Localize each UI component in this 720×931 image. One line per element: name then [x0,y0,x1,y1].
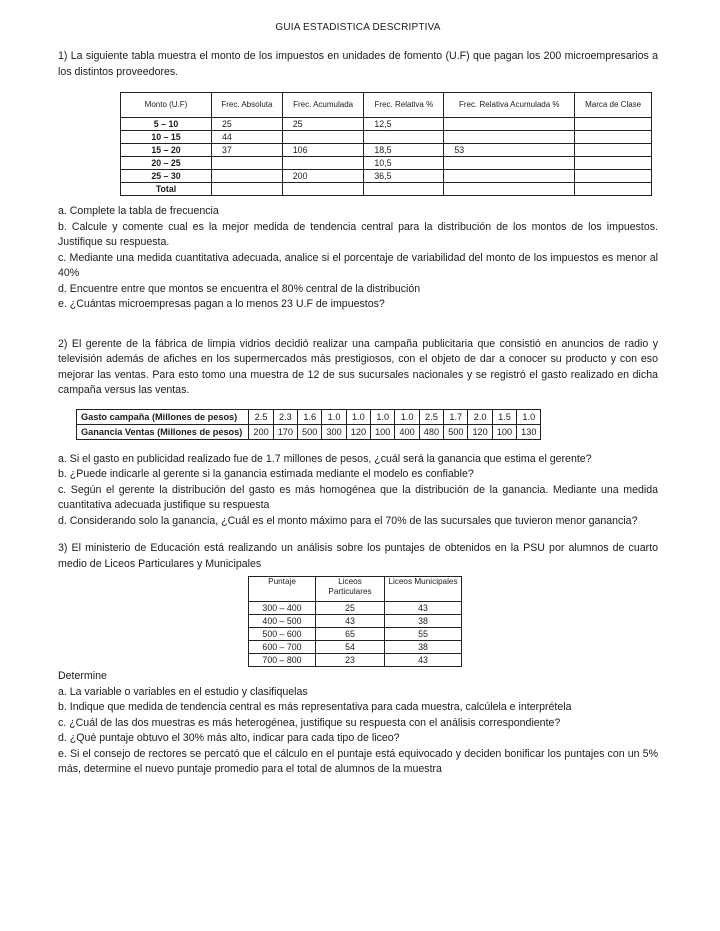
table-cell [575,170,652,183]
table-cell: 400 [395,424,419,439]
question-1-items [58,204,658,313]
table-cell: Total [121,183,212,196]
table-cell: 120 [346,424,370,439]
table-cell: 400 – 500 [249,615,316,628]
table-cell: 65 [316,628,385,641]
table-cell [444,157,575,170]
table-cell: 500 [444,424,468,439]
table-cell: 1.0 [322,409,346,424]
table-cell: 12,5 [364,118,444,131]
table-header: Frec. Absoluta [212,93,283,118]
table-cell [575,183,652,196]
table-cell: 36,5 [364,170,444,183]
table-cell: 2.5 [419,409,443,424]
question-item: d. Encuentre entre que montos se encuentra el 80% central de la distribución [58,282,421,295]
table-cell: 1.6 [298,409,322,424]
table-cell: 15 – 20 [121,144,212,157]
table-cell: 5 – 10 [121,118,212,131]
question-item: e. ¿Cuántas microempresas pagan a lo menos 23 U.F de impuestos? [58,298,385,310]
question-item: d. ¿Qué puntaje obtuvo el 30% más alto, indicar para cada tipo de liceo? [58,732,400,744]
table-header: Frec. Acumulada [282,93,364,118]
table-cell [282,157,364,170]
question-2-items [58,452,658,530]
table-cell: 54 [316,641,385,654]
question-item: b. ¿Puede indicarle al gerente si la ganancia estimada mediante el modelo es confiable? [58,468,474,480]
table-cell [212,183,283,196]
table-header: Frec. Relativa Acumulada % [444,93,575,118]
table-cell: 43 [316,615,385,628]
table-cell: 100 [371,424,395,439]
table-cell: 1.5 [492,409,516,424]
table-row [249,602,462,615]
question-item: d. Considerando solo la ganancia, ¿Cuál es el monto máximo para el 70% de las sucursales que tuvieron menor ganancia? [58,514,638,527]
spacer [58,529,658,541]
table-cell [444,131,575,144]
table-cell: 53 [444,144,575,157]
table-row [121,118,652,131]
table-cell: 1.7 [444,409,468,424]
question-item: e. Si el consejo de rectores se percató que el cálculo en el puntaje está equivocado y deciden bonificar los puntajes con un 5% más, determine el nuevo puntaje promedio para el total de alumnos de la muestra [58,747,658,775]
table-cell [575,131,652,144]
question-item: b. Indique que medida de tendencia central es más representativa para cada muestra, calcúlela e interprétela [58,701,572,713]
table-cell: 44 [212,131,283,144]
row-label: Gasto campaña (Millones de pesos) [77,409,249,424]
table-cell [364,183,444,196]
table-cell: 130 [517,424,541,439]
table-cell [575,118,652,131]
table-cell: 38 [385,615,462,628]
table-cell: 500 – 600 [249,628,316,641]
table-cell: 200 [282,170,364,183]
frequency-table [120,92,652,196]
page-title: GUIA ESTADISTICA DESCRIPTIVA [275,22,441,33]
table-cell: 2.3 [273,409,297,424]
table-cell: 106 [282,144,364,157]
table-cell: 18,5 [364,144,444,157]
table-cell: 300 – 400 [249,602,316,615]
determine-label: Determine [58,670,107,682]
table-header: Liceos Municipales [385,577,462,602]
question-item: b. Calcule y comente cual es la mejor medida de tendencia central para la distribución de los montos de los impuestos. Justifique su respuesta. [58,220,658,248]
question-3-items [58,685,658,778]
table-row [121,170,652,183]
question-item: a. Complete la tabla de frecuencia [58,205,219,217]
table-cell [444,170,575,183]
table-cell: 25 [316,602,385,615]
spacer [58,313,658,337]
table-header: Frec. Relativa % [364,93,444,118]
table-cell: 480 [419,424,443,439]
table-row [249,654,462,667]
table-cell: 55 [385,628,462,641]
table-row [249,615,462,628]
table-cell [444,118,575,131]
table-cell: 500 [298,424,322,439]
table-cell: 100 [492,424,516,439]
table-row [77,409,541,424]
question-1 [58,49,658,313]
table-cell [444,183,575,196]
table-row [121,157,652,170]
table-cell: 23 [316,654,385,667]
table-header: Puntaje [249,577,316,602]
question-item: a. La variable o variables en el estudio y clasifiquelas [58,685,308,698]
table-header: Monto (U.F) [121,93,212,118]
table-header: Liceos Particulares [316,577,385,602]
table-cell [212,157,283,170]
table-cell [575,157,652,170]
table-cell: 2.0 [468,409,492,424]
question-3 [58,541,658,778]
table-cell: 700 – 800 [249,654,316,667]
table-header: Marca de Clase [575,93,652,118]
table-row [77,424,541,439]
table-cell: 600 – 700 [249,641,316,654]
table-cell: 20 – 25 [121,157,212,170]
table-cell: 1.0 [517,409,541,424]
table-cell: 120 [468,424,492,439]
table-row [249,641,462,654]
table-cell: 200 [249,424,273,439]
table-cell: 43 [385,602,462,615]
table-cell: 10,5 [364,157,444,170]
question-item: c. ¿Cuál de las dos muestras es más heterogénea, justifique su respuesta con el análisis correspondiente? [58,716,561,729]
table-row [121,183,652,196]
table-cell: 43 [385,654,462,667]
table-cell [282,183,364,196]
table-row [121,131,652,144]
table-cell: 38 [385,641,462,654]
table-cell [364,131,444,144]
table-cell: 1.0 [346,409,370,424]
row-label: Ganancia Ventas (Millones de pesos) [77,424,249,439]
table-cell [212,170,283,183]
question-item: a. Si el gasto en publicidad realizado fue de 1.7 millones de pesos, ¿cuál será la ganancia que estima el gerente? [58,452,592,465]
table-cell [575,144,652,157]
question-item: c. Según el gerente la distribución del gasto es más homogénea que la distribución de la ganancia. Mediante una medida cuantitativa adecuada justifique su respuesta [58,483,658,511]
table-cell: 1.0 [395,409,419,424]
table-cell: 25 [212,118,283,131]
psu-scores-table [248,576,462,667]
table-cell: 37 [212,144,283,157]
question-2 [58,337,658,530]
question-1-intro: 1) La siguiente tabla muestra el monto de los impuestos en unidades de fomento (U.F) que pagan los 200 microempresarios a los distintos proveedores. [58,50,658,78]
question-2-intro: 2) El gerente de la fábrica de limpia vidrios decidió realizar una campaña publicitaria que consistió en anuncios de radio y televisión además de afiches en los supermercados más prestigiosos, con el objeto de dar a conocer su producto y con eso mejorar las ventas. Para esto tomo una muestra de 12 de sus sucursales nacionales y se registró el gasto realizado en dicha campaña versus las ventas. [58,337,658,396]
table-cell: 1.0 [371,409,395,424]
table-row [121,144,652,157]
table-row [249,628,462,641]
table-cell: 25 [282,118,364,131]
campaign-table [76,409,541,440]
table-cell: 300 [322,424,346,439]
table-cell: 10 – 15 [121,131,212,144]
table-cell: 170 [273,424,297,439]
question-3-intro: 3) El ministerio de Educación está realizando un análisis sobre los puntajes de obtenidos en la PSU por alumnos de cuarto medio de Liceos Particulares y Municipales [58,542,658,570]
table-cell: 25 – 30 [121,170,212,183]
table-cell: 2.5 [249,409,273,424]
table-cell [282,131,364,144]
question-item: c. Mediante una medida cuantitativa adecuada, analice si el porcentaje de variabilidad del monto de los impuestos es menor al 40% [58,251,658,279]
